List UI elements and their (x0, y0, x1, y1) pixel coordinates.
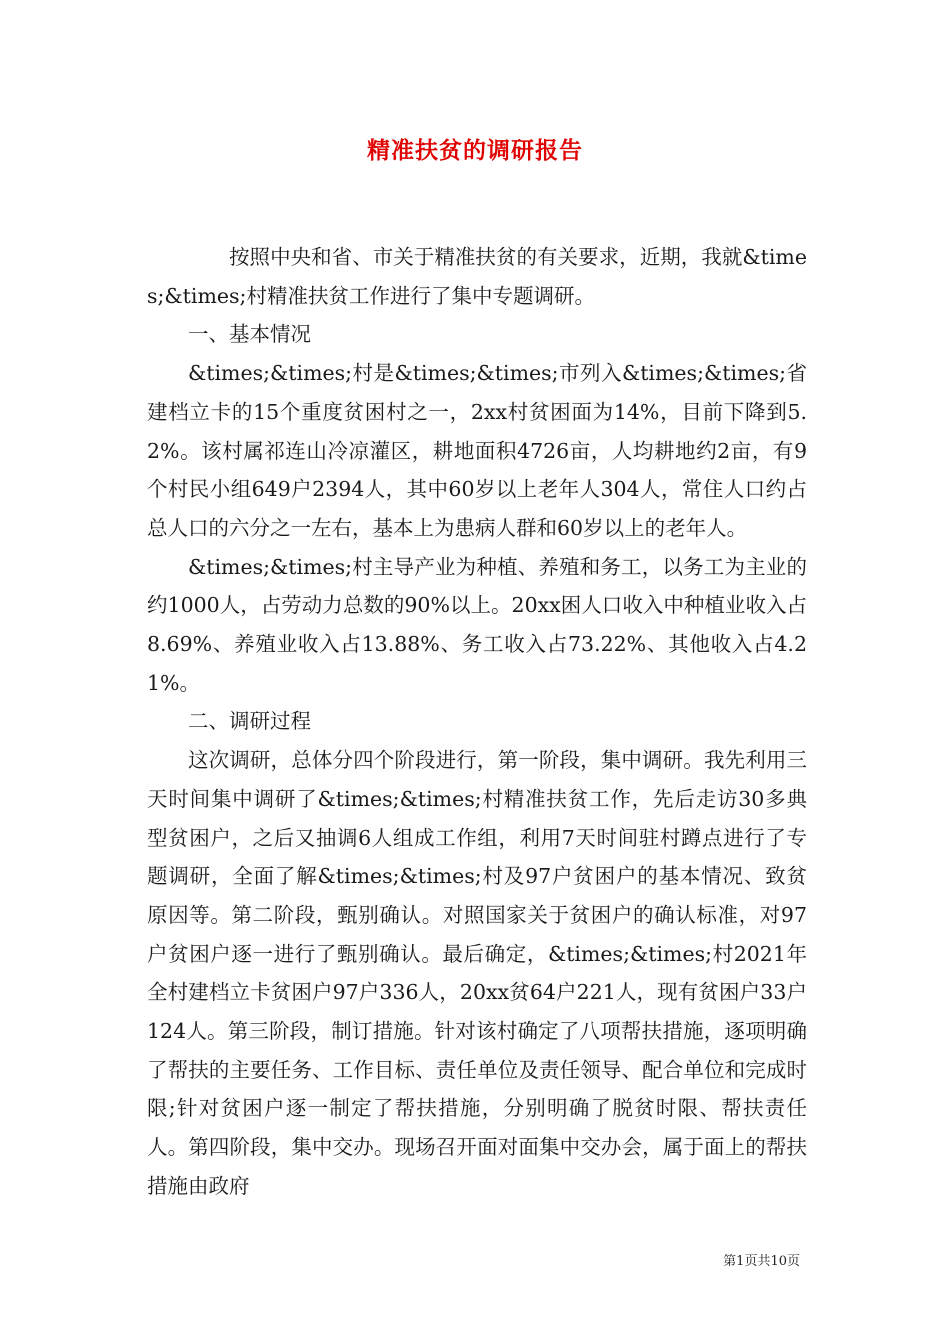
paragraph: 这次调研，总体分四个阶段进行，第一阶段，集中调研。我先利用三天时间集中调研了&times;&times;村精准扶贫工作，先后走访30多典型贫困户，之后又抽调6人组成工作组，利用7天时间驻村蹲点进行了专题调研，全面了解&times;&times;村及97户贫困户的基本情况、致贫原因等。第二阶段，甄别确认。对照国家关于贫困户的确认标准，对97户贫困户逐一进行了甄别确认。最后确定，&times;&times;村2021年全村建档立卡贫困户97户336人，20xx贫64户221人，现有贫困户33户124人。第三阶段，制订措施。针对该村确定了八项帮扶措施，逐项明确了帮扶的主要任务、工作目标、责任单位及责任领导、配合单位和完成时限;针对贫困户逐一制定了帮扶措施，分别明确了脱贫时限、帮扶责任人。第四阶段，集中交办。现场召开面对面集中交办会，属于面上的帮扶措施由政府 (147, 748, 807, 1198)
paragraph: &times;&times;村主导产业为种植、养殖和务工，以务工为主业的约1000人，占劳动力总数的90%以上。20xx困人口收入中种植业收入占8.69%、养殖业收入占13.88%、务工收入占73.22%、其他收入占4.21%。 (147, 554, 807, 695)
paragraph: &times;&times;村是&times;&times;市列入&times;&times;省建档立卡的15个重度贫困村之一，2xx村贫困面为14%，目前下降到5.2%。该村属祁连山冷凉灌区，耕地面积4726亩，人均耕地约2亩，有9个村民小组649户2394人，其中60岁以上老年人304人，常住人口约占总人口的六分之一左右，基本上为患病人群和60岁以上的老年人。 (147, 361, 807, 540)
document-title: 精准扶贫的调研报告 (367, 137, 583, 164)
document-body (147, 238, 807, 1206)
paragraph-intro: 按照中央和省、市关于精准扶贫的有关要求，近期，我就&times;&times;村精准扶贫工作进行了集中专题调研。 (147, 245, 807, 308)
section-heading-process: 二、调研过程 (188, 709, 311, 734)
section-heading-basic: 一、基本情况 (188, 322, 311, 347)
page-number: 第1页共10页 (723, 1254, 800, 1269)
